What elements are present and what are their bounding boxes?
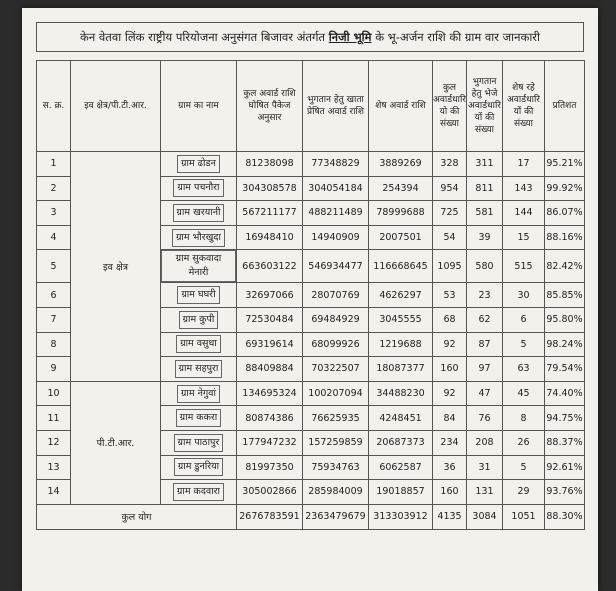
- total-paid: 2363479679: [303, 504, 369, 529]
- cell-serial: 2: [37, 176, 71, 201]
- cell-total-award: 32697066: [237, 283, 303, 308]
- cell-total-awardees: 234: [433, 430, 467, 455]
- cell-serial: 6: [37, 283, 71, 308]
- cell-remaining-award: 3889269: [369, 152, 433, 177]
- cell-village: [161, 332, 237, 357]
- cell-serial: 5: [37, 250, 71, 283]
- document-sheet: [22, 8, 598, 591]
- total-label: कुल योग: [37, 504, 237, 529]
- header-paid-awardees: भुगतान हेतु भेजे अवार्डधारि यों की संख्या: [467, 61, 503, 152]
- cell-total-awardees: 160: [433, 357, 467, 382]
- cell-village: [161, 283, 237, 308]
- cell-village-box: ग्राम घघरी: [177, 286, 219, 304]
- cell-serial: 13: [37, 455, 71, 480]
- header-remaining-award: शेष अवार्ड राशि: [369, 61, 433, 152]
- cell-paid-awardees: 47: [467, 381, 503, 406]
- cell-village: [161, 201, 237, 226]
- cell-paid-award: 77348829: [303, 152, 369, 177]
- cell-total-award: 81238098: [237, 152, 303, 177]
- cell-paid-award: 546934477: [303, 250, 369, 283]
- cell-remaining-award: 2007501: [369, 225, 433, 250]
- total-remaining-awardees: 1051: [503, 504, 545, 529]
- cell-percent: 92.61%: [545, 455, 585, 480]
- cell-remaining-awardees: 30: [503, 283, 545, 308]
- cell-total-award: 69319614: [237, 332, 303, 357]
- cell-paid-award: 157259859: [303, 430, 369, 455]
- cell-paid-awardees: 131: [467, 480, 503, 505]
- cell-paid-awardees: 76: [467, 406, 503, 431]
- cell-village-box: ग्राम डुनरिया: [174, 458, 223, 476]
- cell-paid-award: 304054184: [303, 176, 369, 201]
- total-amount: 2676783591: [237, 504, 303, 529]
- cell-total-awardees: 725: [433, 201, 467, 226]
- cell-serial: 14: [37, 480, 71, 505]
- cell-paid-awardees: 581: [467, 201, 503, 226]
- cell-total-awardees: 68: [433, 307, 467, 332]
- header-area: इव क्षेत्र/पी.टी.आर.: [71, 61, 161, 152]
- cell-remaining-awardees: 17: [503, 152, 545, 177]
- cell-serial: 12: [37, 430, 71, 455]
- cell-remaining-awardees: 5: [503, 455, 545, 480]
- cell-village-box: ग्राम कुपी: [179, 311, 219, 329]
- land-acquisition-table: [36, 60, 585, 530]
- cell-village: [161, 381, 237, 406]
- cell-remaining-awardees: 143: [503, 176, 545, 201]
- title-prefix: केन वेतवा लिंक राष्ट्रीय परियोजना अनुसंगत बिजावर अंतर्गत: [80, 30, 326, 44]
- cell-paid-award: 28070769: [303, 283, 369, 308]
- cell-serial: 3: [37, 201, 71, 226]
- cell-paid-awardees: 208: [467, 430, 503, 455]
- cell-remaining-award: 18087377: [369, 357, 433, 382]
- cell-paid-award: 70322507: [303, 357, 369, 382]
- header-village: ग्राम का नाम: [161, 61, 237, 152]
- cell-total-awardees: 36: [433, 455, 467, 480]
- group-label: इव क्षेत्र: [71, 152, 161, 382]
- total-paid-awardees: 3084: [467, 504, 503, 529]
- total-remaining: 313303912: [369, 504, 433, 529]
- cell-village-box: ग्राम नेगुवां: [177, 385, 220, 403]
- cell-total-awardees: 954: [433, 176, 467, 201]
- cell-remaining-award: 19018857: [369, 480, 433, 505]
- cell-remaining-award: 34488230: [369, 381, 433, 406]
- cell-paid-award: 285984009: [303, 480, 369, 505]
- cell-village-box: ग्राम ढोडन: [177, 155, 220, 173]
- cell-total-awardees: 92: [433, 332, 467, 357]
- cell-total-awardees: 92: [433, 381, 467, 406]
- header-row: [37, 61, 585, 152]
- cell-percent: 95.21%: [545, 152, 585, 177]
- cell-village: [161, 176, 237, 201]
- cell-paid-awardees: 311: [467, 152, 503, 177]
- cell-percent: 95.80%: [545, 307, 585, 332]
- cell-village-box: ग्राम खरयानी: [173, 204, 225, 222]
- cell-percent: 79.54%: [545, 357, 585, 382]
- cell-total-awardees: 160: [433, 480, 467, 505]
- cell-paid-award: 100207094: [303, 381, 369, 406]
- cell-serial: 11: [37, 406, 71, 431]
- table-row: [37, 381, 585, 406]
- cell-paid-awardees: 39: [467, 225, 503, 250]
- cell-remaining-awardees: 15: [503, 225, 545, 250]
- cell-total-award: 304308578: [237, 176, 303, 201]
- header-remaining-awardees: शेष रहे अवार्डधारि यों की संख्या: [503, 61, 545, 152]
- cell-remaining-award: 4248451: [369, 406, 433, 431]
- cell-serial: 10: [37, 381, 71, 406]
- cell-village-box: ग्राम ककरा: [176, 409, 221, 427]
- cell-remaining-awardees: 26: [503, 430, 545, 455]
- title-suffix: के भू-अर्जन राशि की ग्राम वार जानकारी: [375, 30, 540, 44]
- total-row: [37, 504, 585, 529]
- cell-village-box: ग्राम सुकवादा मेनारी: [161, 250, 236, 282]
- cell-remaining-awardees: 6: [503, 307, 545, 332]
- cell-paid-award: 75934763: [303, 455, 369, 480]
- header-total-awardees: कुल अवार्डधारि यो की संख्या: [433, 61, 467, 152]
- cell-percent: 85.85%: [545, 283, 585, 308]
- total-percent: 88.30%: [545, 504, 585, 529]
- cell-serial: 7: [37, 307, 71, 332]
- cell-village-box: ग्राम पचनौरा: [173, 179, 223, 197]
- cell-village-box: ग्राम पाठापुर: [174, 434, 224, 452]
- cell-paid-awardees: 811: [467, 176, 503, 201]
- header-total-award: कुल अवार्ड राशि घोषित पैकेज अनुसार: [237, 61, 303, 152]
- cell-total-award: 16948410: [237, 225, 303, 250]
- cell-percent: 88.16%: [545, 225, 585, 250]
- cell-remaining-awardees: 515: [503, 250, 545, 283]
- cell-village: [161, 307, 237, 332]
- header-paid-award: भुगतान हेतु खाता प्रेषित अवार्ड राशि: [303, 61, 369, 152]
- cell-remaining-award: 1219688: [369, 332, 433, 357]
- cell-remaining-awardees: 45: [503, 381, 545, 406]
- cell-remaining-awardees: 63: [503, 357, 545, 382]
- cell-total-awardees: 84: [433, 406, 467, 431]
- cell-paid-awardees: 87: [467, 332, 503, 357]
- cell-village: [161, 406, 237, 431]
- cell-total-awardees: 1095: [433, 250, 467, 283]
- cell-remaining-award: 116668645: [369, 250, 433, 283]
- cell-remaining-award: 4626297: [369, 283, 433, 308]
- cell-remaining-awardees: 29: [503, 480, 545, 505]
- cell-remaining-award: 3045555: [369, 307, 433, 332]
- cell-paid-award: 68099926: [303, 332, 369, 357]
- cell-remaining-awardees: 5: [503, 332, 545, 357]
- cell-paid-awardees: 62: [467, 307, 503, 332]
- cell-remaining-award: 6062587: [369, 455, 433, 480]
- cell-total-award: 80874386: [237, 406, 303, 431]
- cell-village: [161, 430, 237, 455]
- cell-remaining-award: 78999688: [369, 201, 433, 226]
- cell-serial: 4: [37, 225, 71, 250]
- total-awardees: 4135: [433, 504, 467, 529]
- cell-paid-awardees: 580: [467, 250, 503, 283]
- cell-serial: 9: [37, 357, 71, 382]
- cell-percent: 99.92%: [545, 176, 585, 201]
- cell-total-awardees: 328: [433, 152, 467, 177]
- cell-village-box: ग्राम भौरखुदा: [172, 229, 225, 247]
- cell-remaining-awardees: 8: [503, 406, 545, 431]
- document-title: [36, 22, 584, 52]
- cell-total-awardees: 54: [433, 225, 467, 250]
- cell-percent: 82.42%: [545, 250, 585, 283]
- cell-village-box: ग्राम कदवारा: [173, 483, 224, 501]
- cell-serial: 1: [37, 152, 71, 177]
- cell-paid-award: 488211489: [303, 201, 369, 226]
- cell-village-box: ग्राम वसुधा: [176, 335, 221, 353]
- cell-total-award: 72530484: [237, 307, 303, 332]
- cell-village: [161, 152, 237, 177]
- cell-total-award: 134695324: [237, 381, 303, 406]
- cell-percent: 98.24%: [545, 332, 585, 357]
- group-label: पी.टी.आर.: [71, 381, 161, 504]
- header-serial: स. क्र.: [37, 61, 71, 152]
- cell-total-award: 177947232: [237, 430, 303, 455]
- cell-village: [161, 225, 237, 250]
- cell-percent: 93.76%: [545, 480, 585, 505]
- table-row: [37, 152, 585, 177]
- cell-percent: 74.40%: [545, 381, 585, 406]
- cell-paid-awardees: 23: [467, 283, 503, 308]
- cell-remaining-awardees: 144: [503, 201, 545, 226]
- cell-paid-award: 69484929: [303, 307, 369, 332]
- header-percent: प्रतिशत: [545, 61, 585, 152]
- cell-remaining-award: 20687373: [369, 430, 433, 455]
- cell-village: [161, 357, 237, 382]
- cell-village: [161, 455, 237, 480]
- cell-total-award: 88409884: [237, 357, 303, 382]
- cell-village: [161, 480, 237, 505]
- cell-percent: 86.07%: [545, 201, 585, 226]
- cell-total-award: 81997350: [237, 455, 303, 480]
- cell-remaining-award: 254394: [369, 176, 433, 201]
- cell-total-award: 567211177: [237, 201, 303, 226]
- cell-percent: 88.37%: [545, 430, 585, 455]
- cell-percent: 94.75%: [545, 406, 585, 431]
- cell-total-awardees: 53: [433, 283, 467, 308]
- cell-village: [161, 250, 237, 283]
- cell-paid-awardees: 97: [467, 357, 503, 382]
- table-body: [37, 152, 585, 530]
- cell-village-box: ग्राम सहपुरा: [175, 360, 223, 378]
- cell-paid-award: 14940909: [303, 225, 369, 250]
- cell-serial: 8: [37, 332, 71, 357]
- cell-paid-awardees: 31: [467, 455, 503, 480]
- cell-total-award: 663603122: [237, 250, 303, 283]
- cell-paid-award: 76625935: [303, 406, 369, 431]
- title-highlight: निजी भूमि: [328, 30, 372, 44]
- cell-total-award: 305002866: [237, 480, 303, 505]
